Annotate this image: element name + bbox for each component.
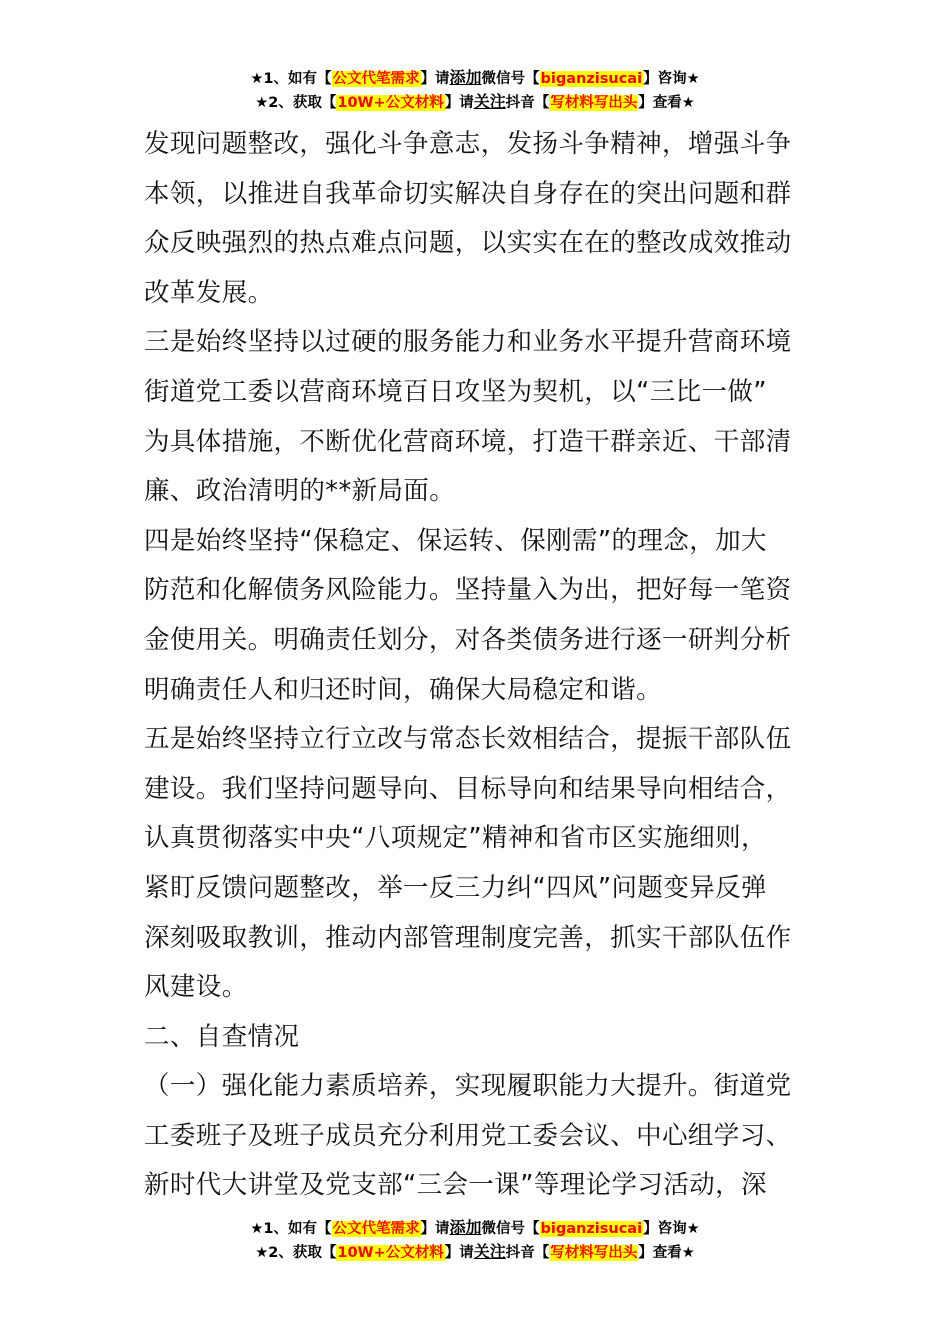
text-line: 改革发展。 <box>144 277 274 308</box>
banner-line-2: ★2、获取【10W+公文材料】请关注抖音【写材料写出头】查看★ <box>255 1242 695 1261</box>
highlight-wechat-id: biganzisucai <box>540 1221 643 1237</box>
text-line: 新时代大讲堂及党支部“三会一课”等理论学习活动，深 <box>144 1170 767 1201</box>
text-line: 紧盯反馈问题整改，举一反三力纠“四风”问题变异反弹 <box>144 872 767 903</box>
text-line: 深刻吸取教训，推动内部管理制度完善，抓实干部队伍作 <box>144 922 792 953</box>
highlight-service: 公文代笔需求 <box>332 71 420 87</box>
text-line: 风建设。 <box>144 972 248 1003</box>
text-line: 廉、政治清明的**新局面。 <box>144 476 456 507</box>
text-line: 金使用关。明确责任划分，对各类债务进行逐一研判分析 <box>144 624 792 655</box>
text-line: 建设。我们坚持问题导向、目标导向和结果导向相结合， <box>144 773 792 804</box>
footer-banner <box>0 1216 950 1264</box>
text-line: 为具体措施，不断优化营商环境，打造干群亲近、干部清 <box>144 426 792 457</box>
text-line: 四是始终坚持“保稳定、保运转、保刚需”的理念，加大 <box>144 525 767 556</box>
text-line: 工委班子及班子成员充分利用党工委会议、中心组学习、 <box>144 1120 792 1151</box>
banner-line-1: ★1、如有【公文代笔需求】请添加微信号【biganzisucai】咨询★ <box>250 68 700 87</box>
banner-line-1: ★1、如有【公文代笔需求】请添加微信号【biganzisucai】咨询★ <box>250 1218 700 1237</box>
text-line: 发现问题整改，强化斗争意志，发扬斗争精神，增强斗争 <box>144 129 792 159</box>
text-line: （一）强化能力素质培养，实现履职能力大提升。街道党 <box>144 1071 792 1102</box>
text-line: 明确责任人和归还时间，确保大局稳定和谐。 <box>144 674 663 705</box>
highlight-materials: 10W+公文材料 <box>337 1245 444 1261</box>
highlight-wechat-id: biganzisucai <box>540 71 643 87</box>
highlight-service: 公文代笔需求 <box>332 1221 420 1237</box>
text-line: 三是始终坚持以过硬的服务能力和业务水平提升营商环境 <box>144 327 792 358</box>
highlight-douyin-account: 写材料写出头 <box>550 1245 638 1261</box>
highlight-douyin-account: 写材料写出头 <box>550 95 638 111</box>
banner-line-2: ★2、获取【10W+公文材料】请关注抖音【写材料写出头】查看★ <box>255 92 695 111</box>
text-line: 认真贯彻落实中央“八项规定”精神和省市区实施细则， <box>144 823 767 854</box>
text-line: 二、自查情况 <box>144 1021 300 1052</box>
header-banner <box>0 66 950 114</box>
text-line: 本领，以推进自我革命切实解决自身存在的突出问题和群 <box>144 178 792 209</box>
text-line: 众反映强烈的热点难点问题，以实实在在的整改成效推动 <box>144 228 792 259</box>
text-line: 街道党工委以营商环境百日攻坚为契机，以“三比一做” <box>144 376 767 407</box>
text-line: 防范和化解债务风险能力。坚持量入为出，把好每一笔资 <box>144 575 792 606</box>
document-body <box>144 120 812 1211</box>
highlight-materials: 10W+公文材料 <box>337 95 444 111</box>
text-line: 五是始终坚持立行立改与常态长效相结合，提振干部队伍 <box>144 724 792 755</box>
